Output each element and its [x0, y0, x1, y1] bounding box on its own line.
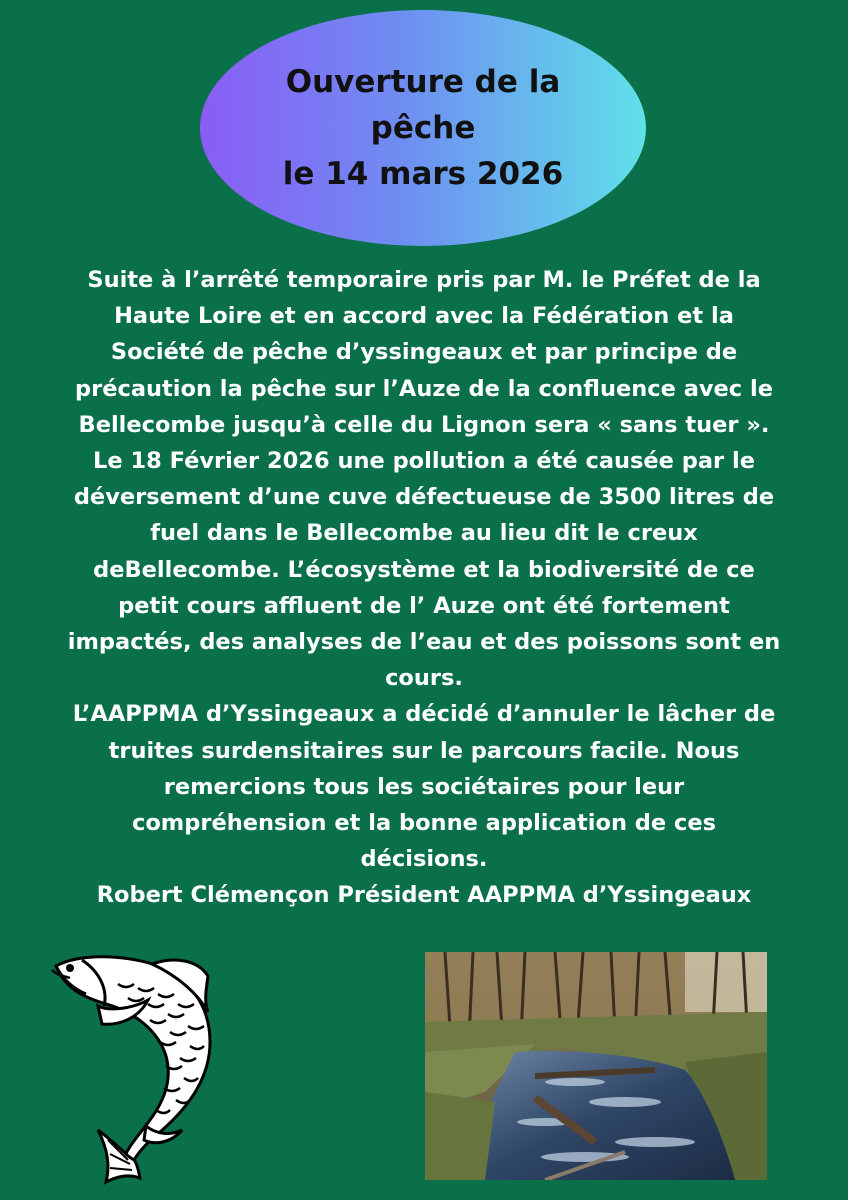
text-line: décisions.: [360, 846, 488, 873]
text-line: remercions tous les sociétaires pour leur: [163, 773, 685, 800]
text-line: fuel dans le Bellecombe au lieu dit le creux: [150, 520, 698, 547]
text-line: petit cours affluent de l’ Auze ont été fortement: [118, 592, 730, 619]
text-line: deBellecombe. L’écosystème et la biodiversité de ce: [93, 556, 755, 583]
title-line-3: le 14 mars 2026: [282, 156, 564, 192]
text-line: précaution la pêche sur l’Auze de la confluence avec le: [75, 375, 773, 402]
text-line: truites surdensitaires sur le parcours facile. Nous: [108, 737, 740, 764]
text-line: L’AAPPMA d’Yssingeaux a décidé d’annuler le lâcher de: [72, 701, 776, 728]
signature-line: Robert Clémençon Président AAPPMA d’Yssingeaux: [96, 882, 752, 909]
stream-photo: [425, 952, 767, 1180]
text-line: impactés, des analyses de l’eau et des poissons sont en: [67, 629, 781, 656]
fish-icon: [48, 950, 224, 1185]
title-line-2: pêche: [370, 110, 476, 146]
announcement-text: [40, 262, 808, 914]
text-line: Bellecombe jusqu’à celle du Lignon sera « sans tuer ».: [78, 411, 770, 438]
title-oval: [200, 10, 646, 246]
title-line-1: Ouverture de la: [285, 64, 561, 100]
text-line: compréhension et la bonne application de ces: [132, 810, 716, 837]
text-line: Le 18 Février 2026 une pollution a été causée par le: [93, 448, 755, 475]
text-line: cours.: [385, 665, 463, 692]
text-line: Société de pêche d’yssingeaux et par principe de: [110, 339, 738, 366]
text-line: Suite à l’arrêté temporaire pris par M. le Préfet de la: [87, 267, 761, 293]
text-line: Haute Loire et en accord avec la Fédération et la: [114, 303, 734, 330]
text-line: déversement d’une cuve défectueuse de 3500 litres de: [73, 484, 775, 511]
